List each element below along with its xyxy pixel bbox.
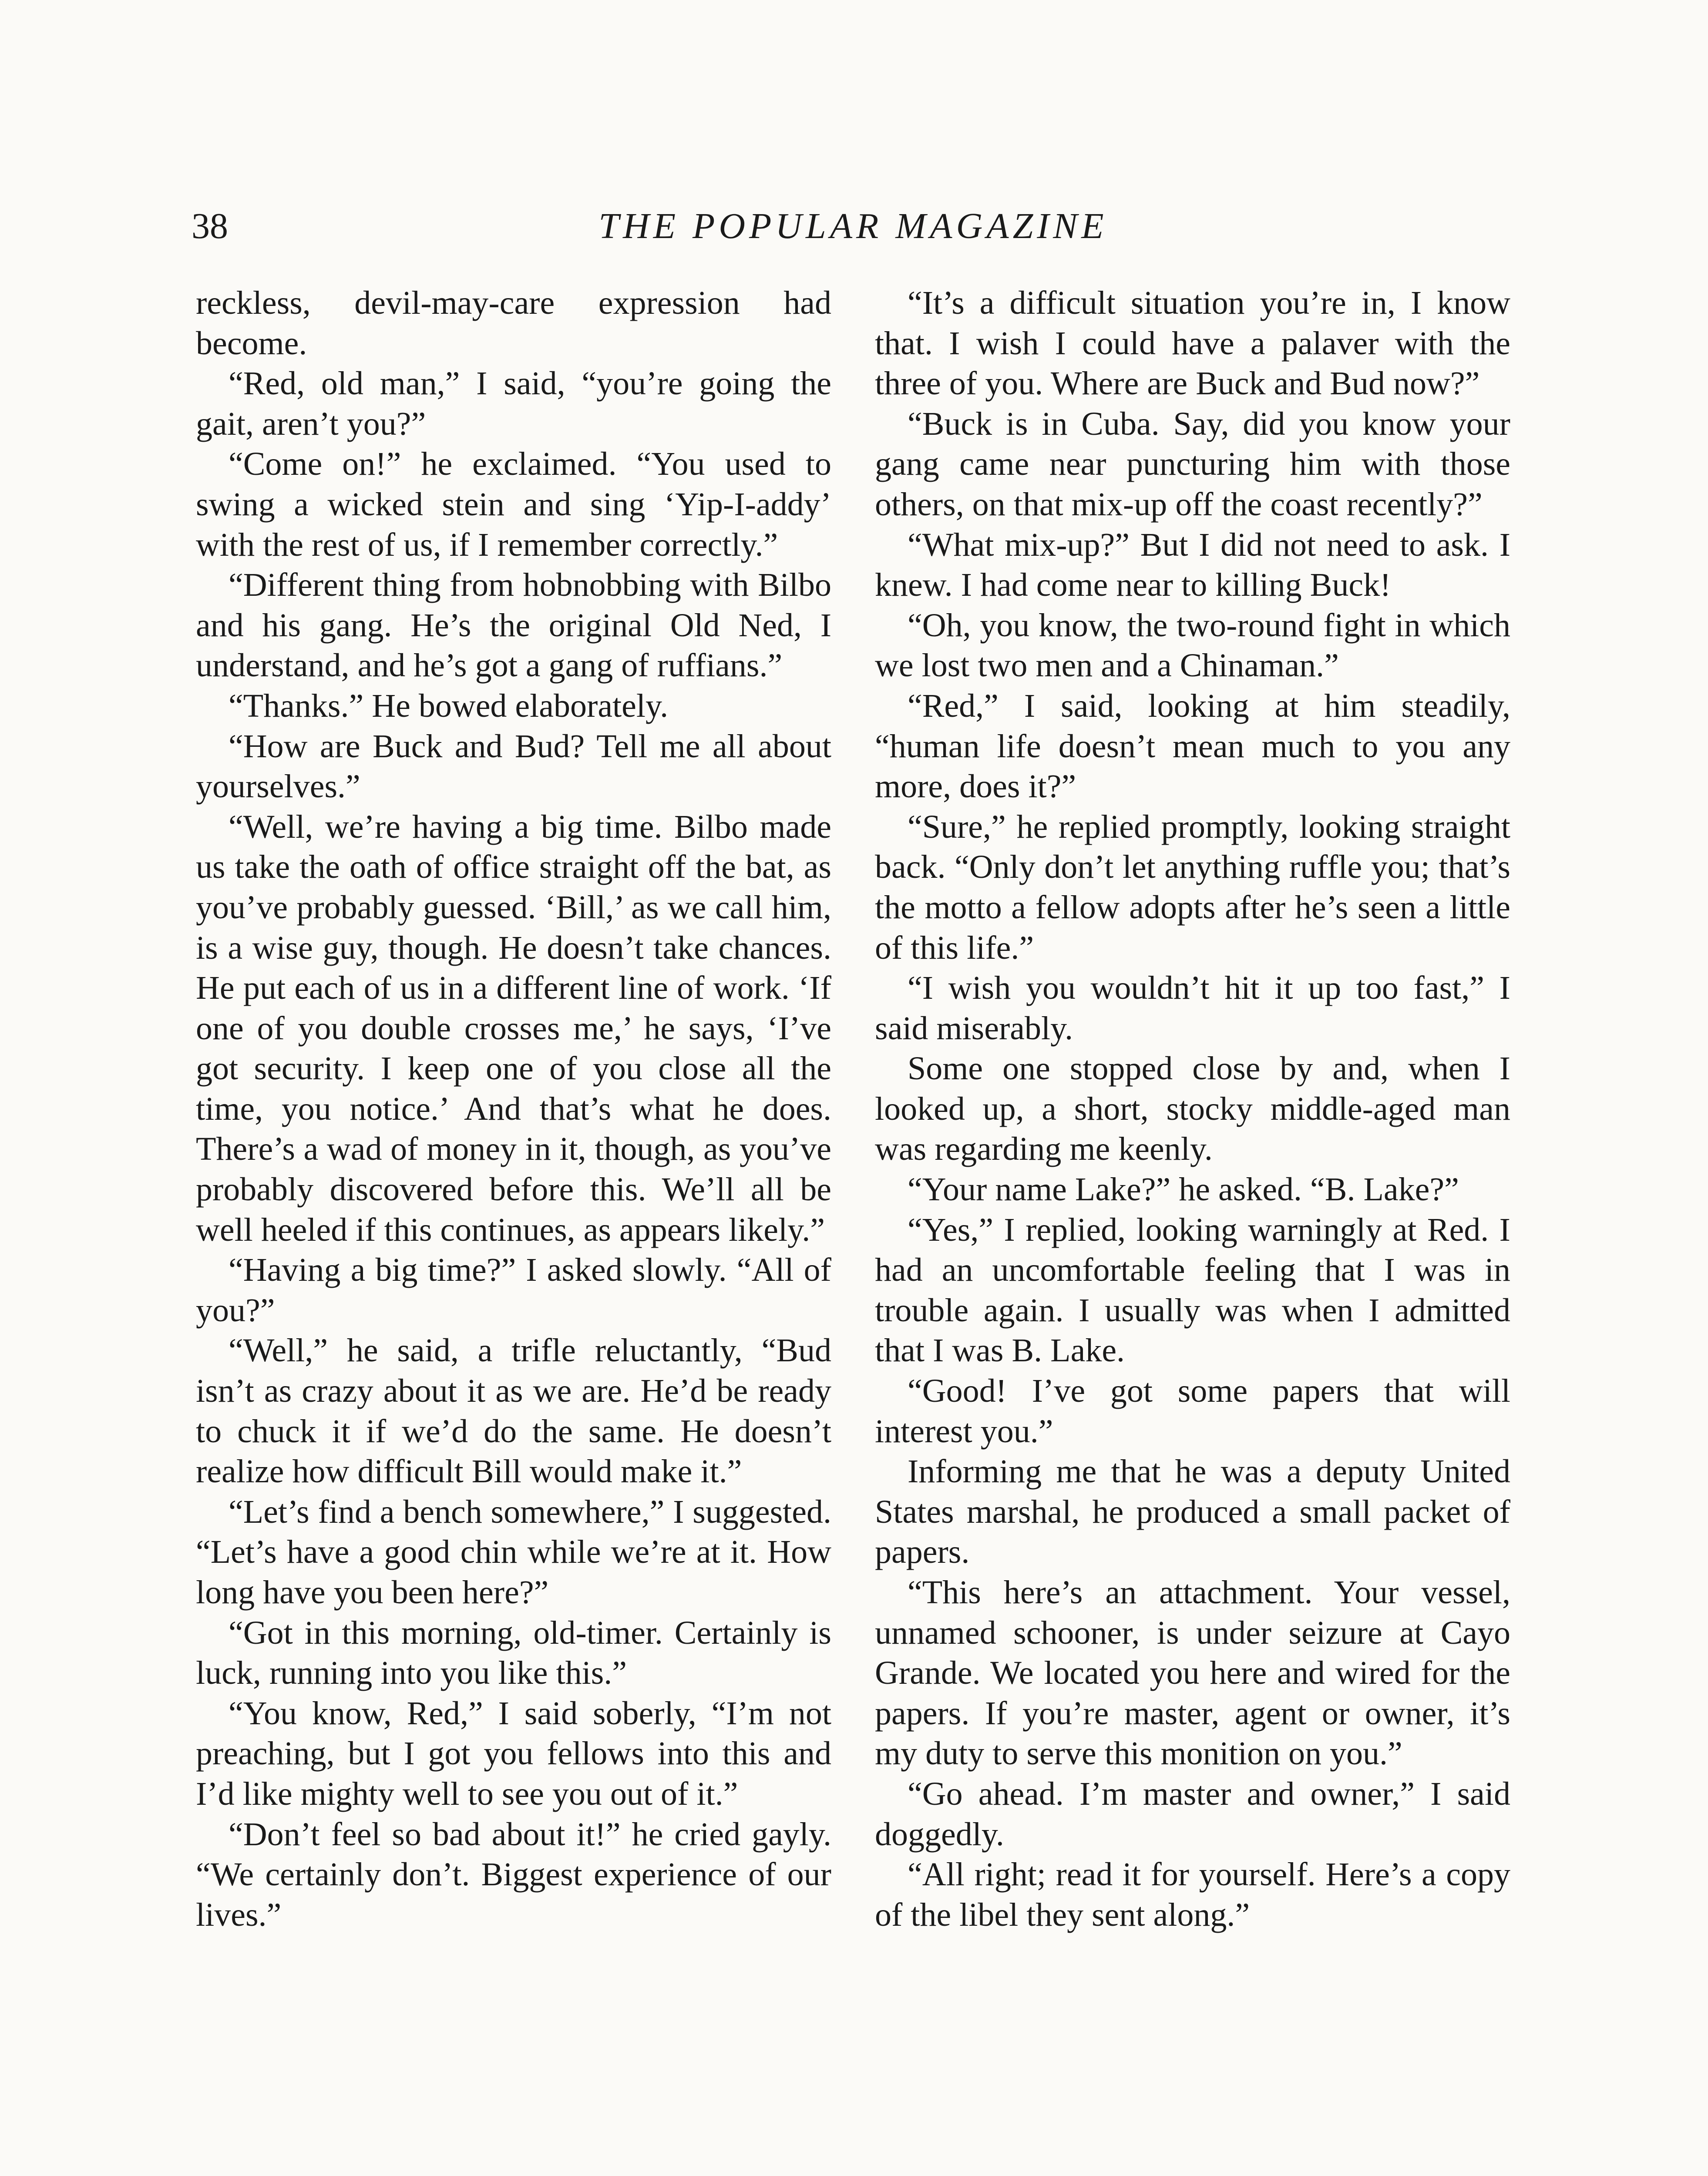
paragraph: “Well,” he said, a trifle reluctantly, “Bud isn’t as crazy about it as we are. He’d be ready to chuck it if we’d do the same. He doesn’t realize how difficult Bill would make it.” [196, 1332, 831, 1490]
page-number: 38 [192, 206, 228, 246]
paragraph: “Different thing from hobnobbing with Bilbo and his gang. He’s the original Old Ned, I understand, and he’s got a gang of ruffians.” [196, 567, 831, 684]
paragraph: “Buck is in Cuba. Say, did you know your gang came near puncturing him with those others, on that mix-up off the coast recently?” [875, 405, 1510, 523]
paragraph: “Sure,” he replied promptly, looking straight back. “Only don’t let anything ruffle you; that’s the motto a fellow adopts after he’s seen a little of this life.” [875, 808, 1510, 966]
paragraph: “I wish you wouldn’t hit it up too fast,” I said miserably. [875, 970, 1510, 1047]
magazine-title: THE POPULAR MAGAZINE [598, 206, 1108, 246]
paragraph: “Having a big time?” I asked slowly. “All of you?” [196, 1252, 831, 1329]
paragraph: “Go ahead. I’m master and owner,” I said doggedly. [875, 1775, 1510, 1853]
paragraph: “You know, Red,” I said soberly, “I’m not preaching, but I got you fellows into this and I’d like mighty well to see you out of it.” [196, 1695, 831, 1812]
paragraph: “Come on!” he exclaimed. “You used to swing a wicked stein and sing ‘Yip-I-addy’ with the rest of us, if I remember correctly.” [196, 446, 831, 563]
paragraph: “Let’s find a bench somewhere,” I suggested. “Let’s have a good chin while we’re at it. How long have you been here?” [196, 1493, 831, 1611]
paragraph: “Your name Lake?” he asked. “B. Lake?” [908, 1171, 1459, 1208]
paragraph: “How are Buck and Bud? Tell me all about yourselves.” [196, 728, 831, 805]
paragraph: “Red, old man,” I said, “you’re going the gait, aren’t you?” [196, 365, 831, 442]
paragraph: Informing me that he was a deputy United States marshal, he produced a small packet of papers. [875, 1453, 1510, 1571]
paragraph: “Good! I’ve got some papers that will interest you.” [875, 1373, 1510, 1450]
paragraph: “Oh, you know, the two-round fight in which we lost two men and a Chinaman.” [875, 607, 1510, 684]
paragraph: “Well, we’re having a big time. Bilbo made us take the oath of office straight off the bat, as you’ve probably guessed. ‘Bill,’ as we call him, is a wise guy, though. He doesn’t take chances. He put each of us in a different line of work. ‘If one of you double crosses me,’ he says, ‘I’ve got security. I keep one of you close all the time, you notice.’ And that’s what he does. There’s a wad of money in it, though, as you’ve probably discovered before this. We’ll all be well heeled if this continues, as appears likely.” [196, 808, 831, 1248]
paragraph: “It’s a difficult situation you’re in, I know that. I wish I could have a palaver with the three of you. Where are Buck and Bud now?” [875, 285, 1510, 402]
paragraph: Some one stopped close by and, when I looked up, a short, stocky middle-aged man was regarding me keenly. [875, 1050, 1510, 1168]
paragraph: “Got in this morning, old-timer. Certainly is luck, running into you like this.” [196, 1614, 831, 1692]
paragraph: “This here’s an attachment. Your vessel, unnamed schooner, is under seizure at Cayo Grande. We located you here and wired for the papers. If you’re master, agent or owner, it’s my duty to serve this monition on you.” [875, 1574, 1510, 1772]
paragraph: “Red,” I said, looking at him steadily, “human life doesn’t mean much to you any more, does it?” [875, 687, 1510, 805]
paragraph: “What mix-up?” But I did not need to ask. I knew. I had come near to killing Buck! [875, 526, 1510, 604]
running-header [192, 205, 1515, 257]
paragraph: “Don’t feel so bad about it!” he cried gayly. “We certainly don’t. Biggest experience of our lives.” [196, 1816, 831, 1933]
paragraph: “All right; read it for yourself. Here’s a copy of the libel they sent along.” [875, 1856, 1510, 1933]
paragraph: “Thanks.” He bowed elaborately. [229, 687, 669, 724]
paragraph: “Yes,” I replied, looking warningly at Red. I had an uncomfortable feeling that I was in trouble again. I usually was when I admitted that I was B. Lake. [875, 1211, 1510, 1369]
left-text-column [196, 283, 831, 1935]
paragraph: reckless, devil-may-care expression had become. [196, 285, 831, 362]
right-text-column [875, 283, 1510, 1935]
